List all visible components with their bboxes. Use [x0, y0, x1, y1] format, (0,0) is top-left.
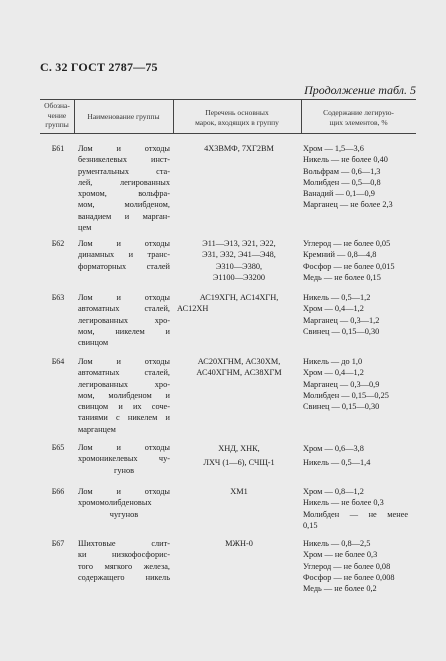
row-marks: АС20ХГНМ, АС30ХМ, АС40ХГНМ, АС38ХГМ	[196, 357, 282, 378]
row-composition: Хром — 1,5—3,6 Никель — не более 0,40 Вольфрам — 0,6—1,3 Молибден — 0,5—0,8 Ванадий — 0,1—0,9 Марганец — не более 2,3	[303, 144, 393, 210]
row-name: Лом и отходы автоматных сталей, легированных хро- мом, молибденом и свинцом и их соче- таниями с никелем и марганцем	[78, 357, 170, 434]
row-marks: 4Х3ВМФ, 7ХГ2ВМ	[204, 144, 274, 153]
row-code: Б63	[51, 293, 65, 302]
row-marks: ХНД, ХНК, ЛХЧ (1—6), СЧЩ-1	[203, 444, 275, 467]
column-header-composition: Содержание легирую- щих элементов, %	[323, 108, 394, 127]
column-header-name: Наименование группы	[87, 112, 160, 121]
row-code: Б66	[51, 487, 65, 496]
table-continuation-label: Продолжение табл. 5	[304, 83, 416, 97]
row-code: Б62	[51, 239, 65, 248]
column-header-code: Обозна- чение группы	[44, 101, 70, 129]
row-code: Б65	[51, 443, 65, 452]
table-top-rule	[40, 99, 416, 100]
row-code: Б67	[51, 539, 65, 548]
table-header-rule	[40, 133, 416, 134]
column-header-marks: Перечень основных марок, входящих в группу	[195, 108, 279, 127]
row-composition: Никель — 0,5—1,2 Хром — 0,4—1,2 Марганец — 0,3—1,2 Свинец — 0,15—0,30	[303, 293, 380, 336]
row-code: Б61	[51, 144, 65, 153]
row-marks: МЖН-0	[225, 539, 253, 548]
row-name: Лом и отходы автоматных сталей, легированных хро- мом, никелем и свинцом	[78, 293, 170, 348]
page-title: С. 32 ГОСТ 2787—75	[40, 60, 158, 74]
row-marks: Э11—Э13, Э21, Э22, Э31, Э32, Э41—Э48, Э310—Э380, Э1100—Э3200	[202, 239, 276, 282]
row-composition: Хром — 0,8—1,2 Никель — не более 0,3 Молибден — не менее 0,15	[303, 487, 408, 530]
row-name: Шихтовые слит- ки низкофосфорис- того мягкого железа, содержащего никель	[78, 539, 170, 582]
row-name: Лом и отходы хромомолибденовых чугунов	[78, 487, 170, 519]
row-composition: Хром — 0,6—3,8 Никель — 0,5—1,4	[303, 444, 371, 467]
row-name: Лом и отходы безникелевых инст- рументальных ста- лей, легированных хромом, вольфра- мом, молибденом, ванадием и марган- цем	[78, 144, 170, 233]
row-marks: ХМ1	[230, 487, 248, 496]
row-name: Лом и отходы хромоникелевых чу- гунов	[78, 443, 170, 475]
row-composition: Никель — 0,8—2,5 Хром — не более 0,3 Углерод — не более 0,08 Фосфор — не более 0,008 Медь — не более 0,2	[303, 539, 395, 594]
row-name: Лом и отходы динамных и транс- форматорных сталей	[78, 239, 170, 271]
row-composition: Никель — до 1,0 Хром — 0,4—1,2 Марганец — 0,3—0,9 Молибден — 0,15—0,25 Свинец — 0,15—0,30	[303, 357, 389, 412]
row-marks: АС19ХГН, АС14ХГН, АС12ХН	[177, 293, 279, 314]
row-code: Б64	[51, 357, 65, 366]
row-composition: Углерод — не более 0,05 Кремний — 0,8—4,8 Фосфор — не более 0,015 Медь — не более 0,15	[303, 239, 395, 282]
